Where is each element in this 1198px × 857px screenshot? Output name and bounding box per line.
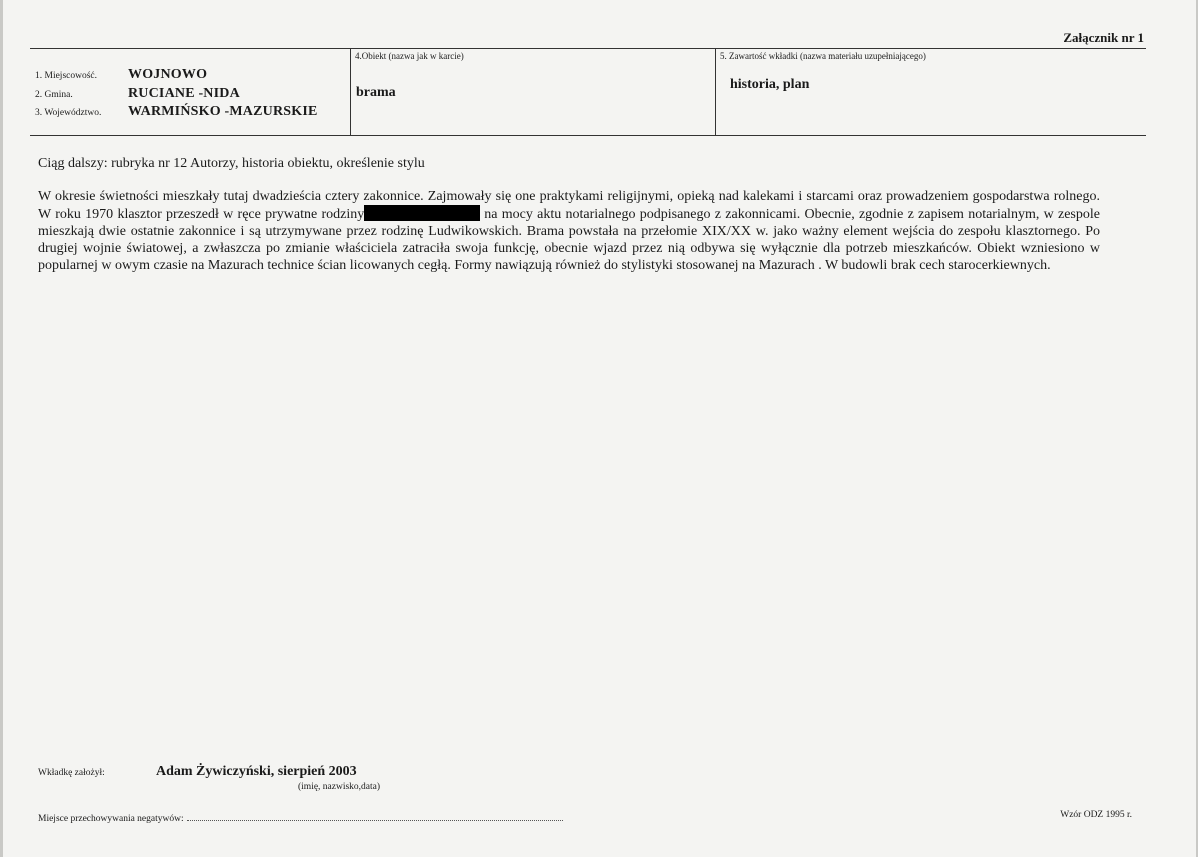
attachment-label: Załącznik nr 1 (1063, 30, 1144, 45)
negatives-storage-label: Miejsce przechowywania negatywów: (38, 814, 184, 824)
continuation-heading: Ciąg dalszy: rubryka nr 12 Autorzy, historia obiektu, określenie stylu (38, 156, 425, 171)
content-label: 5. Zawartość wkładki (nazwa materiału uzupełniającego) (720, 51, 926, 61)
commune-label: 2. Gmina. (35, 90, 73, 100)
page-edge (0, 0, 3, 857)
object-label: 4.Obiekt (nazwa jak w karcie) (355, 51, 464, 61)
dotted-line (187, 812, 563, 821)
object-value: brama (356, 85, 396, 100)
body-text-part-1: W okresie świetności mieszkały tutaj dwadzieścia cztery zakonnice. Zajmowały się one praktykami religijnymi, opieką nad kalekami i starcami oraz prowadzeniem gospodarstwa rolnego. W roku 1970 klasztor przeszedł w ręce prywatne rodziny (38, 189, 1100, 222)
header-table (30, 48, 1146, 136)
body-paragraph (38, 188, 1100, 274)
negatives-storage-row (38, 812, 563, 824)
town-label: 1. Miejscowość. (35, 71, 98, 81)
town-value: WOJNOWO (128, 67, 208, 82)
voivodeship-value: WARMIŃSKO -MAZURSKIE (128, 104, 318, 119)
author-value: Adam Żywiczyński, sierpień 2003 (156, 764, 357, 779)
body-text-part-2: na mocy aktu notarialnego podpisanego z zakonnicami. Obecnie, zgodnie z zapisem notarialnym, w zespole mieszkają dwie ostatnie zakonnice i są utrzymywane przez rodzinę Ludwikowskich. Brama powstała na przełomie XIX/XX w. jako ważny element wejścia do zespołu klasztornego. Po drugiej wojnie światowej, a zwłaszcza po zmianie właściciela zatraciła swoja funkcję, obecnie wjazd przez nią odbywa się wyłącznie dla potrzeb mieszkańców. Obiekt wzniesiono w popularnej w owym czasie na Mazurach technice ścian licowanych cegłą. Formy nawiązują również do stylistyki stosowanej na Mazurach . W budowli brak cech starocerkiewnych. (38, 207, 1100, 273)
redaction-block (364, 205, 480, 221)
location-row-commune (35, 86, 240, 102)
location-row-town (35, 67, 207, 83)
commune-value: RUCIANE -NIDA (128, 86, 240, 101)
author-hint: (imię, nazwisko,data) (298, 782, 381, 792)
form-model-label: Wzór ODZ 1995 r. (1060, 810, 1132, 820)
author-label: Wkładkę założył: (38, 768, 105, 778)
voivodeship-label: 3. Województwo. (35, 108, 102, 118)
content-value: historia, plan (730, 77, 810, 92)
column-divider (715, 49, 716, 135)
column-divider (350, 49, 351, 135)
location-row-voivodeship (35, 104, 318, 120)
